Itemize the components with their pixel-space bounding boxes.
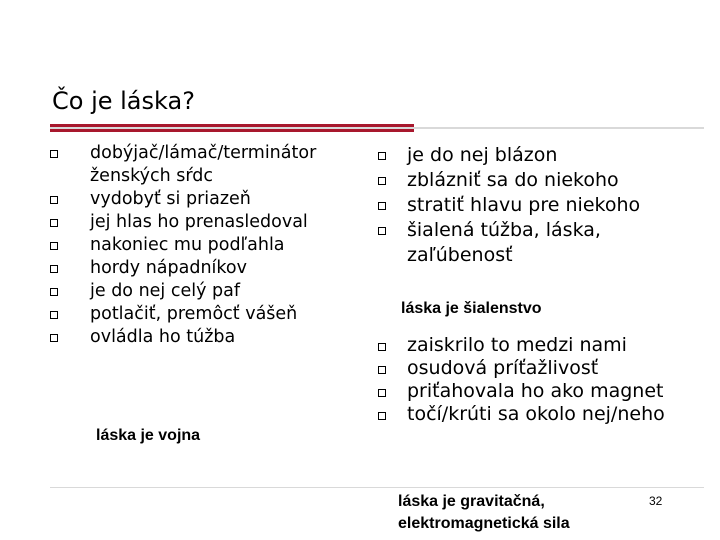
list-item: točí/krúti sa okolo nej/neho (378, 403, 698, 426)
caption-laska-sialenstvo: láska je šialenstvo (401, 300, 542, 317)
list-item: je do nej celý paf (50, 280, 370, 303)
list-item: šialená túžba, láska, zaľúbenosť (378, 218, 698, 268)
hollow-square-icon (378, 389, 386, 397)
hollow-square-icon (50, 242, 58, 250)
slide-title: Čo je láska? (52, 87, 195, 115)
hollow-square-icon (378, 152, 386, 160)
hollow-square-icon (50, 311, 58, 319)
caption-laska-vojna: láska je vojna (96, 427, 201, 444)
list-item: zaiskrilo to medzi nami (378, 334, 698, 357)
hollow-square-icon (378, 177, 386, 185)
hollow-square-icon (50, 334, 58, 342)
caption-line-2: elektromagnetická sila (398, 515, 570, 532)
caption-laska-gravitacna (398, 491, 570, 535)
list-item: priťahovala ho ako magnet (378, 380, 698, 403)
list-item: dobýjač/lámač/terminátor ženských sŕdc (50, 142, 370, 188)
list-item: ovládla ho túžba (50, 326, 370, 349)
hollow-square-icon (378, 202, 386, 210)
hollow-square-icon (378, 227, 386, 235)
right-bottom-bullet-list (378, 334, 698, 426)
hollow-square-icon (50, 265, 58, 273)
page-number: 32 (649, 494, 663, 508)
list-item: vydobyť si priazeň (50, 188, 370, 211)
hollow-square-icon (378, 412, 386, 420)
hollow-square-icon (378, 366, 386, 374)
list-item: zblázniť sa do niekoho (378, 168, 698, 193)
caption-line-1: láska je gravitačná, (398, 493, 545, 510)
hollow-square-icon (50, 196, 58, 204)
right-top-bullet-list (378, 143, 698, 268)
hollow-square-icon (50, 150, 58, 158)
list-item: potlačiť, premôcť vášeň (50, 303, 370, 326)
hollow-square-icon (378, 343, 386, 351)
hollow-square-icon (50, 219, 58, 227)
title-divider (50, 127, 704, 129)
list-item: hordy nápadníkov (50, 257, 370, 280)
list-item: jej hlas ho prenasledoval (50, 211, 370, 234)
list-item: stratiť hlavu pre niekoho (378, 193, 698, 218)
left-bullet-list (50, 142, 370, 349)
hollow-square-icon (50, 288, 58, 296)
footer-divider (50, 487, 704, 488)
list-item: osudová príťažlivosť (378, 357, 698, 380)
list-item: nakoniec mu podľahla (50, 234, 370, 257)
list-item: je do nej blázon (378, 143, 698, 168)
